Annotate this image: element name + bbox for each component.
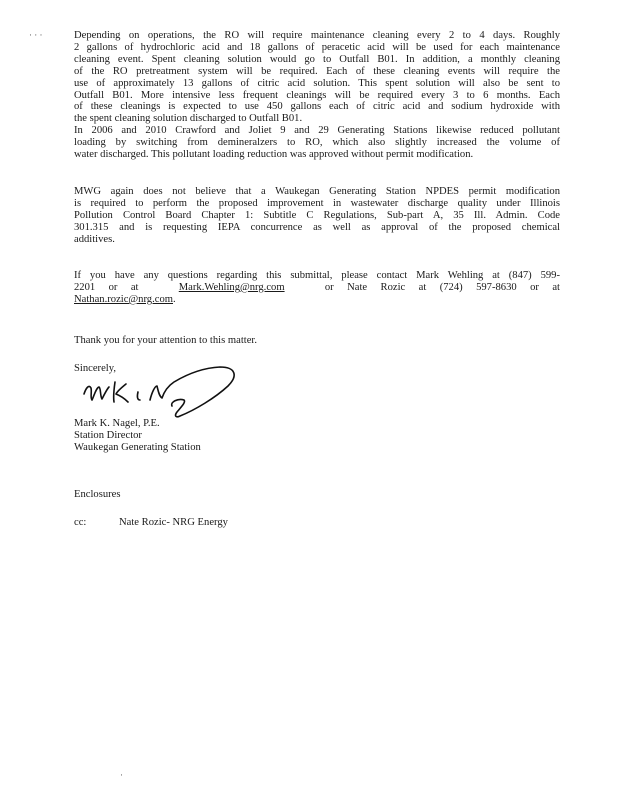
text-line: the spent cleaning solution discharged to Outfall B01. (74, 113, 303, 125)
text-line: loading by switching from demineralzers to RO, which also slightly increased the volume of (74, 136, 560, 148)
text-line: MWG again does not believe that a Waukegan Generating Station NPDES permit modification (74, 186, 560, 197)
text-line: of the RO pretreatment system will be required. Each of these cleaning events will require the (74, 65, 560, 77)
text-line: Depending on operations, the RO will require maintenance cleaning every 2 to 4 days. Roughly (74, 30, 560, 41)
text-line: Outfall B01. More intensive less frequent cleanings will be required every 3 to 6 months. Each (74, 89, 560, 101)
cc-label: cc: (74, 517, 87, 528)
thanks-line: Thank you for your attention to this matter. (74, 335, 258, 346)
email-link-wehling[interactable]: Mark.Wehling@nrg.com (178, 281, 285, 293)
enclosures-label: Enclosures (74, 489, 121, 500)
text-line: of these cleanings is expected to use 450 gallons each of citric acid and sodium hydroxide with (74, 101, 560, 113)
text-line: Nathan.rozic@nrg.com. (74, 293, 176, 305)
text-line: additives. (74, 233, 115, 245)
paragraph-permit (74, 186, 560, 246)
signer-title: Station Director (74, 429, 142, 441)
scan-speck-bottom: · (120, 770, 123, 780)
text-line: use of approximately 13 gallons of citric acid solution. This spent solution will also be sent to (74, 77, 560, 89)
text-line: 2201 or at Mark.Wehling@nrg.com or Nate Rozic at (724) 597-8630 or at (74, 281, 560, 293)
scan-specks: · · · (29, 30, 43, 40)
text-line: Pollution Control Board Chapter 1: Subtitle C Regulations, Sub-part A, 35 Ill. Admin. Code (74, 209, 560, 221)
text-line: In 2006 and 2010 Crawford and Joliet 9 and 29 Generating Stations likewise reduced pollutant (74, 125, 560, 136)
paragraph-ro-cleaning (74, 30, 560, 125)
cc-recipient: Nate Rozic- NRG Energy (119, 517, 228, 528)
paragraph-precedent (74, 125, 560, 161)
email-link-rozic[interactable]: Nathan.rozic@nrg.com (74, 293, 173, 305)
handwritten-signature (80, 362, 250, 420)
text-line: 301.315 and is requesting IEPA concurrence as well as approval of the proposed chemical (74, 221, 560, 233)
paragraph-contact (74, 270, 560, 306)
signer-name: Mark K. Nagel, P.E. (74, 418, 160, 429)
signature-block (74, 418, 560, 454)
text-line: 2 gallons of hydrochloric acid and 18 gallons of peracetic acid will be used for each maintenance (74, 41, 560, 53)
text-line: water discharged. This pollutant loading reduction was approved without permit modification. (74, 148, 474, 160)
salutation: Sincerely, (74, 363, 116, 374)
text-line: is required to perform the proposed improvement in wastewater discharge quality under Illinois (74, 197, 560, 209)
text-line: cleaning event. Spent cleaning solution would go to Outfall B01. In addition, a monthly cleaning (74, 53, 560, 65)
signer-station: Waukegan Generating Station (74, 441, 201, 453)
text-line: If you have any questions regarding this submittal, please contact Mark Wehling at (847) 599- (74, 270, 560, 281)
